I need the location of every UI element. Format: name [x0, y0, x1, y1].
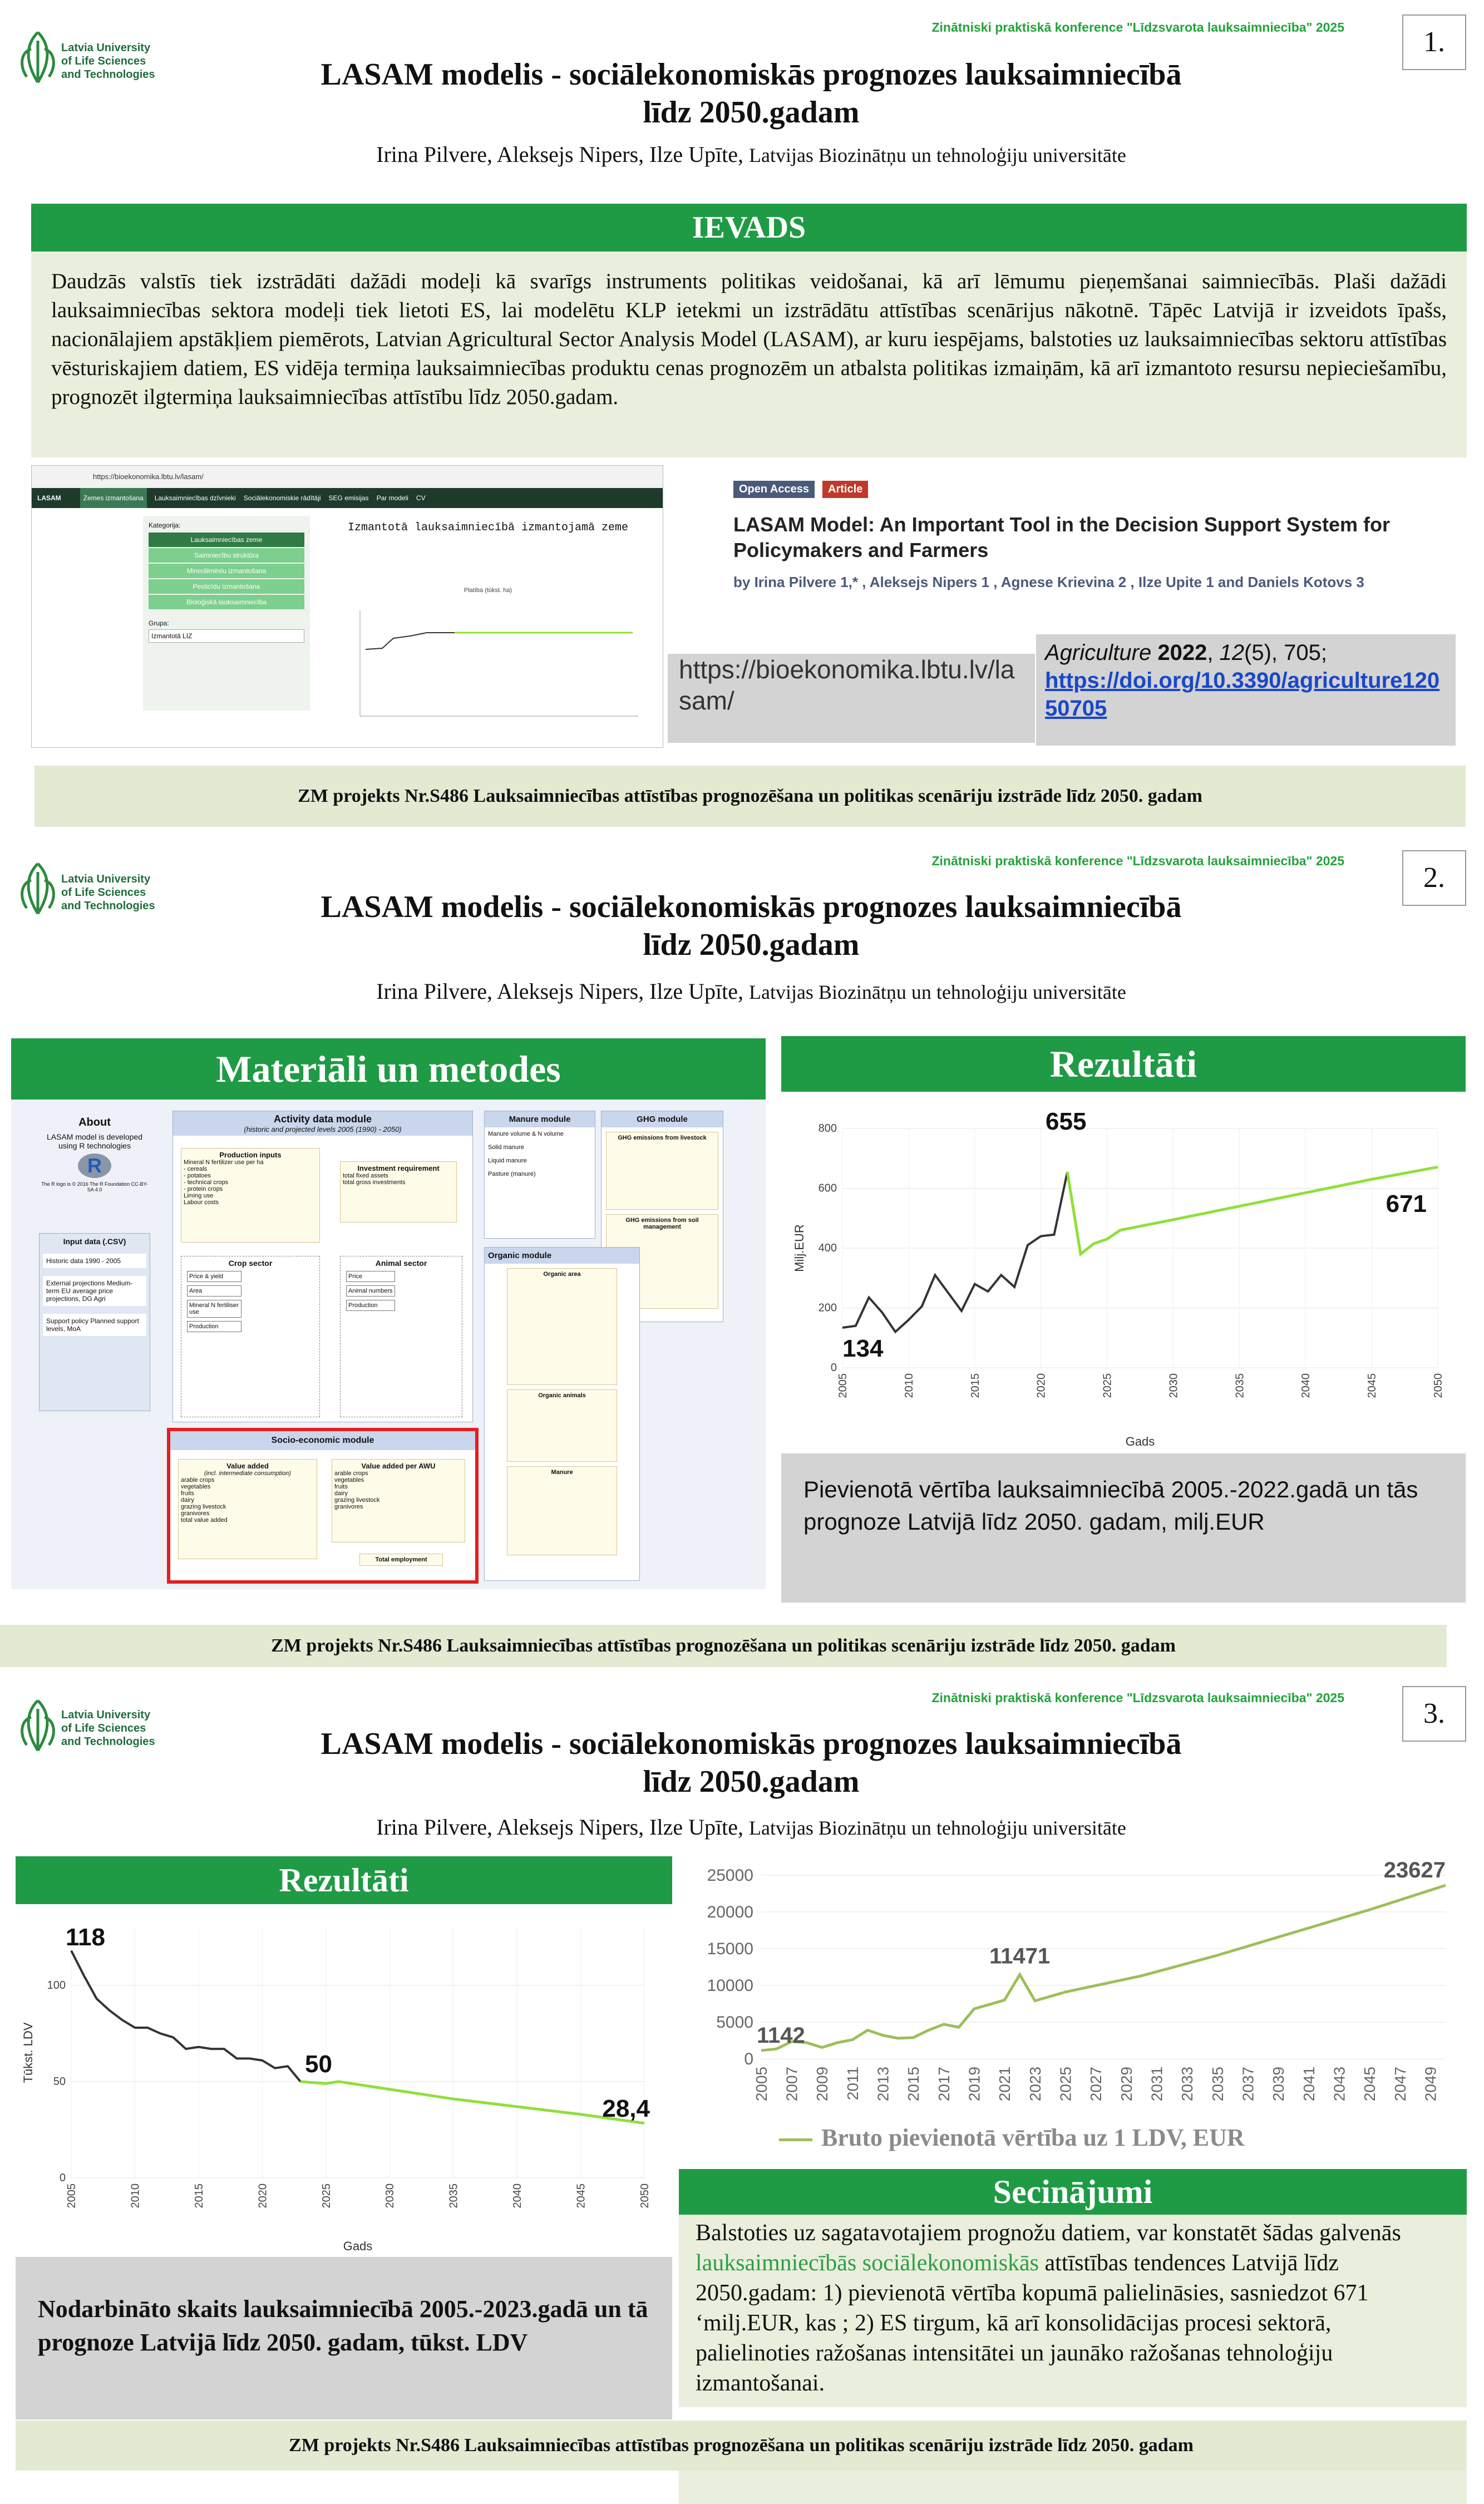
x-tick-label: 2045	[1361, 2067, 1379, 2102]
r-logo-icon: R	[78, 1154, 111, 1178]
x-tick-label: 2045	[575, 2183, 588, 2209]
results-heading: Rezultāti	[16, 1856, 672, 1904]
x-tick-label: 2035	[447, 2183, 460, 2209]
y-tick-label: 50	[53, 2075, 66, 2088]
x-tick-label: 2005	[837, 1373, 849, 1398]
series-line	[300, 2082, 644, 2123]
university-logo-icon	[16, 1689, 60, 1762]
nav-item[interactable]: Sociālekonomiskie rādītāji	[243, 494, 321, 502]
x-tick-label: 2041	[1300, 2067, 1318, 2102]
x-tick-label: 2030	[1167, 1373, 1180, 1398]
category-item[interactable]: Pesticīdu izmantošana	[149, 579, 304, 594]
category-item[interactable]: Bioloģiskā lauksaimniecība	[149, 595, 304, 609]
poster-title: LASAM modelis - sociālekonomiskās prognozes lauksaimniecībā līdz 2050.gadam	[321, 57, 1182, 130]
conference-name: Zinātniski praktiskā konference "Līdzsvarota lauksaimniecība" 2025	[931, 854, 1344, 868]
x-tick-label: 2005	[752, 2067, 770, 2102]
x-tick-label: 2043	[1330, 2067, 1348, 2102]
article-authors: by Irina Pilvere 1,* , Aleksejs Nipers 1 , Agnese Krievina 2 , Ilze Upite 1 and Daniels Kotovs 3	[733, 574, 1364, 590]
footer: ZM projekts Nr.S486 Lauksaimniecības attīstības prognozēšana un politikas scenāriju izstrāde līdz 2050. gadam	[0, 1625, 1447, 1667]
x-tick-label: 2035	[1209, 2067, 1226, 2102]
x-tick-label: 2030	[384, 2183, 397, 2209]
university-logo-icon	[16, 21, 60, 93]
x-tick-label: 2009	[814, 2067, 831, 2102]
nav-item[interactable]: CV	[416, 494, 426, 502]
nav-item[interactable]: SEG emisijas	[328, 494, 369, 502]
x-tick-label: 2045	[1366, 1373, 1379, 1398]
slide-number: 2.	[1402, 850, 1466, 906]
university-name: Latvia University of Life Sciences and Technologies	[61, 42, 155, 81]
y-tick-label: 25000	[707, 1866, 753, 1885]
logo	[16, 21, 60, 93]
y-tick-label: 5000	[716, 2013, 753, 2032]
browser-address-bar[interactable]: https://bioekonomika.lbtu.lv/lasam/	[32, 466, 663, 488]
x-tick-label: 2017	[935, 2067, 953, 2102]
data-label: 118	[66, 1924, 105, 1951]
x-tick-label: 2020	[257, 2183, 269, 2209]
x-tick-label: 2007	[783, 2067, 801, 2102]
site-chart-preview	[343, 605, 644, 727]
x-tick-label: 2019	[965, 2067, 983, 2102]
x-axis-label: Gads	[343, 2239, 373, 2253]
data-label: 671	[1386, 1190, 1427, 1218]
site-sidebar: Kategorija: Lauksaimniecības zeme Saimniecību struktūra Minerālmēslu izmantošana Pesticīdu izmantošana Bioloģiskā lauksaimniecība Grupa: Izmantotā LIZ	[143, 516, 310, 711]
y-tick-label: 15000	[707, 1940, 753, 1958]
gva-per-awu-chart	[683, 1853, 1462, 2165]
socio-economic-module: Socio-economic module Value added (incl. intermediate consumption) arable crops vegetables fruits dairy grazing livestock granivores total value added Value added per AWU arable crops vegetables fruits dairy grazing livestock granivores Total employment	[167, 1428, 479, 1584]
gva-legend: Bruto pievienotā vērtība uz 1 LDV, EUR	[779, 2121, 1391, 2155]
y-tick-label: 0	[59, 2172, 66, 2184]
value-added-caption: Pievienotā vērtība lauksaimniecībā 2005.-2022.gadā un tās prognoze Latvijā līdz 2050. gadam, milj.EUR	[781, 1453, 1466, 1603]
conclusions-text: Balstoties uz sagatavotajiem prognožu datiem, var konstatēt šādas galvenās lauksaimniecībās sociālekonomiskās attīstības tendences Latvijā līdz 2050.gadam: 1) pievienotā vērtība kopumā palielināsies, sasniedzot 671 ‘milj.EUR, kas ; 2) ES tirgum, kā arī konsolidācijas procesi sektorā, palielinoties ražošanas intensitātei un jaunāko ražošanas tehnoloģiju izmantošanai.	[679, 2215, 1467, 2407]
data-label: 23627	[1383, 1858, 1446, 1883]
x-tick-label: 2040	[1300, 1373, 1313, 1398]
university-name: Latvia University of Life Sciences and Technologies	[61, 1709, 155, 1748]
manure-module: Manure module Manure volume & N volume Solid manure Liquid manure Pasture (manure)	[484, 1111, 595, 1239]
open-access-badge: Open Access	[733, 481, 815, 498]
site-chart-subtitle: Platība (tūkst. ha)	[464, 587, 512, 594]
x-tick-label: 2039	[1270, 2067, 1288, 2102]
nav-item[interactable]: Par modeli	[376, 494, 408, 502]
logo	[16, 852, 60, 925]
x-tick-label: 2025	[320, 2183, 333, 2209]
lasam-website-screenshot	[31, 465, 663, 748]
legend-line-icon	[779, 2138, 812, 2141]
article-card	[712, 465, 1456, 628]
category-item[interactable]: Minerālmēslu izmantošana	[149, 564, 304, 578]
y-tick-label: 200	[818, 1302, 837, 1314]
authors: Irina Pilvere, Aleksejs Nipers, Ilze Upīte, Latvijas Biozinātņu un tehnoloģiju universitāte	[376, 142, 1126, 167]
logo	[16, 1689, 60, 1762]
y-axis-label: Tūkst. LDV	[21, 2022, 35, 2083]
data-label: 655	[1046, 1108, 1087, 1135]
lasam-structure-diagram	[11, 1100, 766, 1589]
series-line	[1067, 1167, 1438, 1254]
slide-number: 3.	[1402, 1686, 1466, 1742]
footer: ZM projekts Nr.S486 Lauksaimniecības attīstības prognozēšana un politikas scenāriju izstrāde līdz 2050. gadam	[16, 2421, 1467, 2471]
y-tick-label: 20000	[707, 1903, 753, 1921]
y-tick-label: 10000	[707, 1976, 753, 1995]
x-tick-label: 2020	[1035, 1373, 1048, 1398]
activity-module: Activity data module (historic and projected levels 2005 (1990) - 2050) Production inputs Mineral N fertilizer use per ha - cereals - potatoes - technical crops - protein crops Liming use Labour costs Investment requirement total fixed assets total gross investments Crop sector Price & yield Area Mineral N fertiliser use Production Animal sector Price Animal numbers Production	[172, 1111, 473, 1422]
y-axis-label: Milj.EUR	[792, 1224, 806, 1272]
x-tick-label: 2023	[1026, 2067, 1044, 2102]
x-tick-label: 2015	[193, 2183, 205, 2209]
x-tick-label: 2010	[129, 2183, 142, 2209]
methods-heading: Materiāli un metodes	[11, 1038, 766, 1100]
x-tick-label: 2031	[1148, 2067, 1166, 2102]
slide-number: 1.	[1402, 14, 1466, 70]
x-tick-label: 2013	[874, 2067, 892, 2102]
category-item[interactable]: Lauksaimniecības zeme	[149, 533, 304, 547]
x-tick-label: 2010	[903, 1373, 915, 1398]
intro-text: Daudzās valstīs tiek izstrādāti dažādi modeļi kā svarīgs instruments politikas veidošanai, kā arī lēmumu pieņemšanai saimniecībās. Plaši dažādi lauksaimniecības sektora modeļi tiek lietoti ES, lai modelētu KLP ietekmi un izstrādātu attīstības scenārijus nākotnē. Tāpēc Latvijā ir izveidots īpašs, nacionālajiem apstākļiem piemērots, Latvian Agricultural Sector Analysis Model (LASAM), ar kuru iespējams, balstoties uz lauksaimniecības sektoru attīstības vēsturiskajiem datiem, ES vidēja termiņa lauksaimniecības produktu cenas prognozēm un atbalsta politikas izmaiņām, kā arī izmantoto resursu nepieciešamību, prognozēt ilgtermiņa lauksaimniecības attīstību līdz 2050.gadam.	[31, 252, 1467, 457]
y-tick-label: 100	[47, 1979, 66, 1992]
authors: Irina Pilvere, Aleksejs Nipers, Ilze Upīte, Latvijas Biozinātņu un tehnoloģiju universitāte	[376, 1815, 1126, 1840]
employment-chart	[16, 1905, 672, 2256]
y-tick-label: 400	[818, 1242, 837, 1254]
x-tick-label: 2027	[1087, 2067, 1105, 2102]
site-brand[interactable]: LASAM	[37, 494, 61, 502]
x-tick-label: 2050	[639, 2183, 651, 2209]
footer: ZM projekts Nr.S486 Lauksaimniecības attīstības prognozēšana un politikas scenāriju izstrāde līdz 2050. gadam	[34, 766, 1466, 827]
university-logo-icon	[16, 852, 60, 925]
y-tick-label: 0	[830, 1362, 837, 1374]
category-item[interactable]: Saimniecību struktūra	[149, 548, 304, 563]
doi-link[interactable]: https://doi.org/10.3390/agriculture12050705	[1045, 668, 1440, 721]
group-select[interactable]: Izmantotā LIZ	[149, 629, 304, 643]
authors: Irina Pilvere, Aleksejs Nipers, Ilze Upīte, Latvijas Biozinātņu un tehnoloģiju universitāte	[376, 979, 1126, 1004]
conference-name: Zinātniski praktiskā konference "Līdzsvarota lauksaimniecība" 2025	[931, 20, 1344, 34]
lasam-link[interactable]: https://bioekonomika.lbtu.lv/lasam/	[668, 654, 1035, 743]
article-title[interactable]: LASAM Model: An Important Tool in the Decision Support System for Policymakers and Farmers	[733, 513, 1391, 561]
x-tick-label: 2029	[1117, 2067, 1135, 2102]
data-label: 1142	[757, 2023, 805, 2048]
bottom-band	[679, 2471, 1467, 2504]
x-tick-label: 2025	[1057, 2067, 1074, 2102]
x-tick-label: 2011	[844, 2067, 861, 2101]
x-tick-label: 2021	[996, 2067, 1014, 2102]
y-tick-label: 800	[818, 1122, 837, 1135]
x-tick-label: 2015	[969, 1373, 982, 1398]
ghg-module: GHG module GHG emissions from livestock GHG emissions from soil management	[601, 1111, 723, 1322]
x-tick-label: 2040	[511, 2183, 524, 2209]
y-tick-label: 0	[744, 2050, 753, 2068]
conference-name: Zinātniski praktiskā konference "Līdzsvarota lauksaimniecība" 2025	[931, 1690, 1344, 1705]
series-line	[761, 1885, 1446, 2050]
nav-item[interactable]: Lauksaimniecības dzīvnieki	[154, 494, 236, 502]
conclusions-heading: Secinājumi	[679, 2169, 1467, 2215]
input-data-box: Input data (.CSV) Historic data 1990 - 2005 External projections Medium-term EU average price projections, DG Agri Support policy Planned support levels, MoA	[39, 1233, 150, 1411]
x-tick-label: 2035	[1234, 1373, 1246, 1398]
x-axis-label: Gads	[1125, 1435, 1155, 1448]
data-label: 50	[305, 2050, 332, 2078]
x-tick-label: 2047	[1391, 2067, 1409, 2102]
data-label: 11471	[989, 1944, 1051, 1969]
article-badge: Article	[822, 481, 868, 498]
about-box: About LASAM model is developed using R technologies R The R logo is © 2016 The R Foundation CC-BY-SA 4.0	[41, 1116, 148, 1192]
x-tick-label: 2050	[1432, 1373, 1444, 1398]
x-tick-label: 2025	[1101, 1373, 1114, 1398]
poster-title: LASAM modelis - sociālekonomiskās prognozes lauksaimniecībā līdz 2050.gadam	[321, 1727, 1182, 1799]
nav-item[interactable]: Zemes izmantošana	[80, 488, 147, 508]
x-tick-label: 2015	[905, 2067, 923, 2102]
site-navbar	[32, 488, 663, 508]
employment-caption: Nodarbināto skaits lauksaimniecībā 2005.-2023.gadā un tā prognoze Latvijā līdz 2050. gadam, tūkst. LDV	[16, 2257, 672, 2419]
intro-heading: IEVADS	[31, 204, 1467, 252]
x-tick-label: 2037	[1239, 2067, 1257, 2102]
university-name: Latvia University of Life Sciences and Technologies	[61, 873, 155, 912]
citation: Agriculture 2022, 12(5), 705; https://doi.org/10.3390/agriculture12050705	[1036, 634, 1456, 746]
value-added-chart	[781, 1095, 1458, 1451]
poster-title: LASAM modelis - sociālekonomiskās prognozes lauksaimniecībā līdz 2050.gadam	[321, 890, 1182, 962]
x-tick-label: 2033	[1179, 2067, 1196, 2102]
series-line	[71, 1951, 300, 2082]
data-label: 28,4	[602, 2095, 650, 2122]
data-label: 134	[842, 1335, 884, 1362]
x-tick-label: 2005	[66, 2183, 78, 2209]
site-chart-title: Izmantotā lauksaimniecībā izmantojamā zeme	[347, 521, 629, 534]
x-tick-label: 2049	[1422, 2067, 1439, 2102]
organic-module: Organic module Organic area Organic animals Manure	[484, 1247, 640, 1581]
results-heading: Rezultāti	[781, 1036, 1466, 1092]
y-tick-label: 600	[818, 1182, 837, 1195]
